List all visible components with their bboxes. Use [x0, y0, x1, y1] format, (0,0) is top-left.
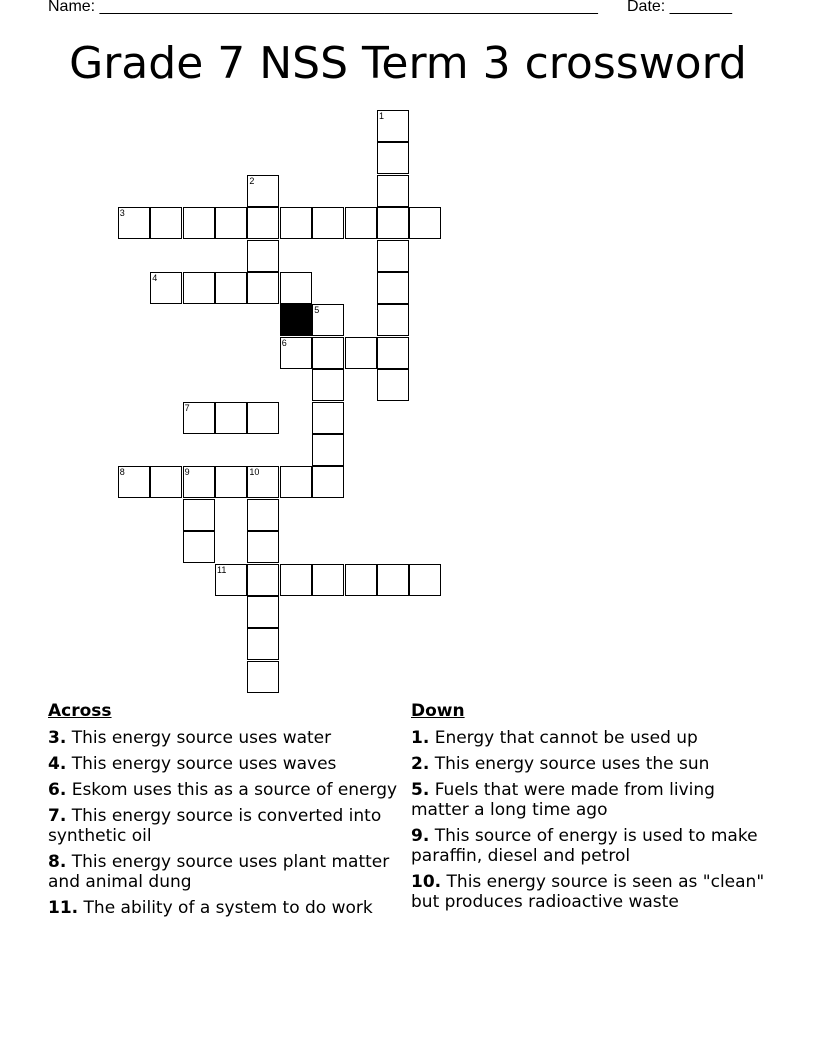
grid-cell[interactable]	[247, 175, 279, 207]
grid-cell[interactable]	[377, 207, 409, 239]
grid-cell[interactable]	[312, 564, 344, 596]
grid-cell[interactable]	[377, 110, 409, 142]
grid-cell[interactable]	[150, 466, 182, 498]
grid-cell[interactable]	[247, 661, 279, 693]
page-title: Grade 7 NSS Term 3 crossword	[69, 38, 747, 89]
clue-number: 6.	[48, 780, 67, 800]
grid-cell[interactable]	[280, 337, 312, 369]
cell-number: 11	[217, 564, 227, 575]
grid-cell[interactable]	[280, 564, 312, 596]
grid-cell[interactable]	[409, 207, 441, 239]
grid-cell[interactable]	[247, 531, 279, 563]
cell-number: 10	[249, 467, 260, 478]
down-clue	[411, 826, 771, 866]
clue-text: This energy source uses waves	[71, 754, 337, 774]
grid-cell[interactable]	[377, 337, 409, 369]
across-heading: Across	[48, 701, 112, 721]
grid-cell[interactable]	[183, 531, 215, 563]
grid-cell[interactable]	[377, 240, 409, 272]
clue-text: Eskom uses this as a source of energy	[71, 780, 398, 800]
grid-cell[interactable]	[247, 628, 279, 660]
across-clue	[48, 852, 408, 892]
across-clue	[48, 780, 408, 800]
clue-number: 3.	[48, 728, 67, 748]
cell-number: 5	[314, 305, 320, 316]
grid-cell[interactable]	[183, 207, 215, 239]
clue-text: This energy source is converted into synthetic oil	[48, 806, 382, 846]
grid-cell[interactable]	[312, 337, 344, 369]
grid-cell[interactable]	[377, 142, 409, 174]
across-clue	[48, 728, 408, 748]
grid-cell[interactable]	[215, 564, 247, 596]
grid-cell[interactable]	[377, 564, 409, 596]
clue-text: This source of energy is used to make paraffin, diesel and petrol	[411, 826, 758, 866]
cell-number: 7	[184, 402, 190, 413]
clue-text: This energy source uses plant matter and animal dung	[48, 852, 390, 892]
down-clue	[411, 754, 771, 774]
grid-cell[interactable]	[183, 499, 215, 531]
grid-cell[interactable]	[247, 466, 279, 498]
down-clue	[411, 872, 771, 912]
grid-cell[interactable]	[312, 207, 344, 239]
across-clue	[48, 898, 408, 918]
cell-number: 8	[119, 467, 125, 478]
clue-number: 1.	[411, 728, 430, 748]
grid-cell[interactable]	[150, 272, 182, 304]
clue-text: This energy source uses the sun	[434, 754, 710, 774]
grid-cell[interactable]	[377, 304, 409, 336]
grid-cell[interactable]	[409, 564, 441, 596]
grid-cell[interactable]	[150, 207, 182, 239]
grid-cell[interactable]	[377, 175, 409, 207]
across-clue	[48, 754, 408, 774]
cell-number: 6	[281, 337, 287, 348]
black-cell	[280, 304, 312, 336]
grid-cell[interactable]	[247, 499, 279, 531]
grid-cell[interactable]	[345, 564, 377, 596]
cell-number: 4	[152, 273, 158, 283]
clue-number: 7.	[48, 806, 67, 826]
grid-cell[interactable]	[247, 402, 279, 434]
grid-cell[interactable]	[118, 466, 150, 498]
down-clue	[411, 728, 771, 748]
grid-cell[interactable]	[280, 272, 312, 304]
across-clues	[48, 700, 408, 924]
clue-text: Fuels that were made from living matter a long time ago	[411, 780, 715, 820]
down-heading: Down	[411, 701, 465, 721]
grid-cell[interactable]	[312, 369, 344, 401]
grid-cell[interactable]	[215, 207, 247, 239]
clue-text: This energy source uses water	[71, 728, 332, 748]
clue-number: 9.	[411, 826, 430, 846]
name-field-label: Name: ________________________________________________________	[48, 0, 598, 15]
date-field-label: Date: _______	[627, 0, 732, 15]
grid-cell[interactable]	[183, 402, 215, 434]
grid-cell[interactable]	[118, 207, 150, 239]
clue-number: 5.	[411, 780, 430, 800]
clue-number: 10.	[411, 872, 442, 892]
cell-number: 1	[379, 111, 385, 121]
clue-number: 8.	[48, 852, 67, 872]
cell-number: 9	[184, 467, 190, 478]
grid-cell[interactable]	[247, 207, 279, 239]
down-clues	[411, 700, 771, 918]
clue-text: This energy source is seen as "clean" but produces radioactive waste	[411, 872, 765, 912]
clue-number: 2.	[411, 754, 430, 774]
grid-cell[interactable]	[247, 240, 279, 272]
clue-number: 11.	[48, 898, 79, 918]
grid-cell[interactable]	[377, 272, 409, 304]
cell-number: 3	[119, 208, 125, 219]
grid-cell[interactable]	[312, 466, 344, 498]
grid-cell[interactable]	[247, 272, 279, 304]
grid-cell[interactable]	[215, 272, 247, 304]
grid-cell[interactable]	[183, 466, 215, 498]
grid-cell[interactable]	[312, 402, 344, 434]
down-clue	[411, 780, 771, 820]
grid-cell[interactable]	[247, 564, 279, 596]
grid-cell[interactable]	[312, 434, 344, 466]
grid-cell[interactable]	[215, 402, 247, 434]
across-clue	[48, 806, 408, 846]
grid-cell[interactable]	[247, 596, 279, 628]
clue-text: Energy that cannot be used up	[434, 728, 698, 748]
clue-number: 4.	[48, 754, 67, 774]
grid-cell[interactable]	[345, 207, 377, 239]
grid-cell[interactable]	[377, 369, 409, 401]
grid-cell[interactable]	[280, 207, 312, 239]
grid-cell[interactable]	[183, 272, 215, 304]
clue-text: The ability of a system to do work	[83, 898, 373, 918]
grid-cell[interactable]	[345, 337, 377, 369]
grid-cell[interactable]	[215, 466, 247, 498]
grid-cell[interactable]	[280, 466, 312, 498]
cell-number: 2	[249, 175, 255, 186]
grid-cell[interactable]	[312, 304, 344, 336]
